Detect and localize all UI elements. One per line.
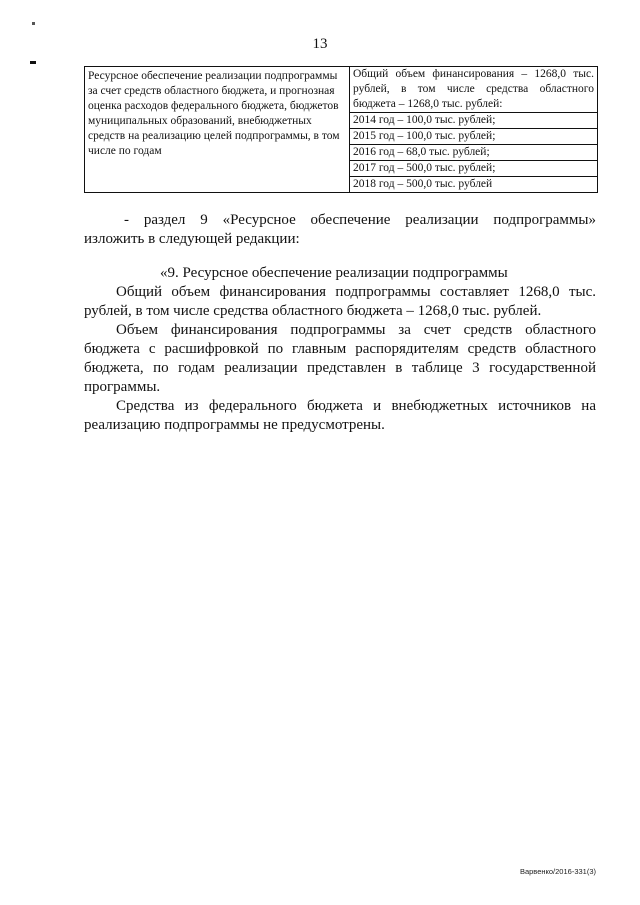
margin-mark bbox=[32, 22, 35, 25]
table-row bbox=[85, 67, 598, 193]
paragraph: Общий объем финансирования подпрограммы составляет 1268,0 тыс. рублей, в том числе средства областного бюджета – 1268,0 тыс. рублей. bbox=[84, 284, 596, 319]
resource-table bbox=[84, 66, 598, 193]
funding-year: 2014 год – 100,0 тыс. рублей; bbox=[350, 113, 597, 129]
section-9 bbox=[84, 264, 596, 435]
page-number: 13 bbox=[312, 36, 328, 52]
funding-year: 2017 год – 500,0 тыс. рублей; bbox=[350, 161, 597, 177]
section-heading: «9. Ресурсное обеспечение реализации подпрограммы bbox=[160, 265, 508, 281]
margin-mark bbox=[30, 61, 36, 64]
document-code: Варвенко/2016-331(3) bbox=[519, 867, 596, 876]
table-cell-description: Ресурсное обеспечение реализации подпрограммы за счет средств областного бюджета, и прогнозная оценка расходов федерального бюджета, бюджетов муниципальных образований, внебюджетных средств на реализацию целей подпрограммы, в том числе по годам bbox=[85, 67, 350, 193]
paragraph: Объем финансирования подпрограммы за счет средств областного бюджета с расшифровкой по главным распорядителям средств областного бюджета, по годам реализации представлен в таблице 3 государственной программы. bbox=[84, 322, 596, 395]
funding-year: 2015 год – 100,0 тыс. рублей; bbox=[350, 129, 597, 145]
amendment-instruction-cont: изложить в следующей редакции: bbox=[84, 231, 300, 247]
funding-year: 2016 год – 68,0 тыс. рублей; bbox=[350, 145, 597, 161]
funding-year: 2018 год – 500,0 тыс. рублей bbox=[353, 178, 493, 190]
funding-total: Общий объем финансирования – 1268,0 тыс. рублей, в том числе средства областного бюджета – 1268,0 тыс. рублей: bbox=[350, 67, 597, 113]
table-cell-funding bbox=[350, 67, 598, 193]
amendment-instruction: - раздел 9 «Ресурсное обеспечение реализации подпрограммы» bbox=[124, 212, 596, 228]
paragraph: Средства из федерального бюджета и внебюджетных источников на реализацию подпрограммы не предусмотрены. bbox=[84, 398, 596, 433]
